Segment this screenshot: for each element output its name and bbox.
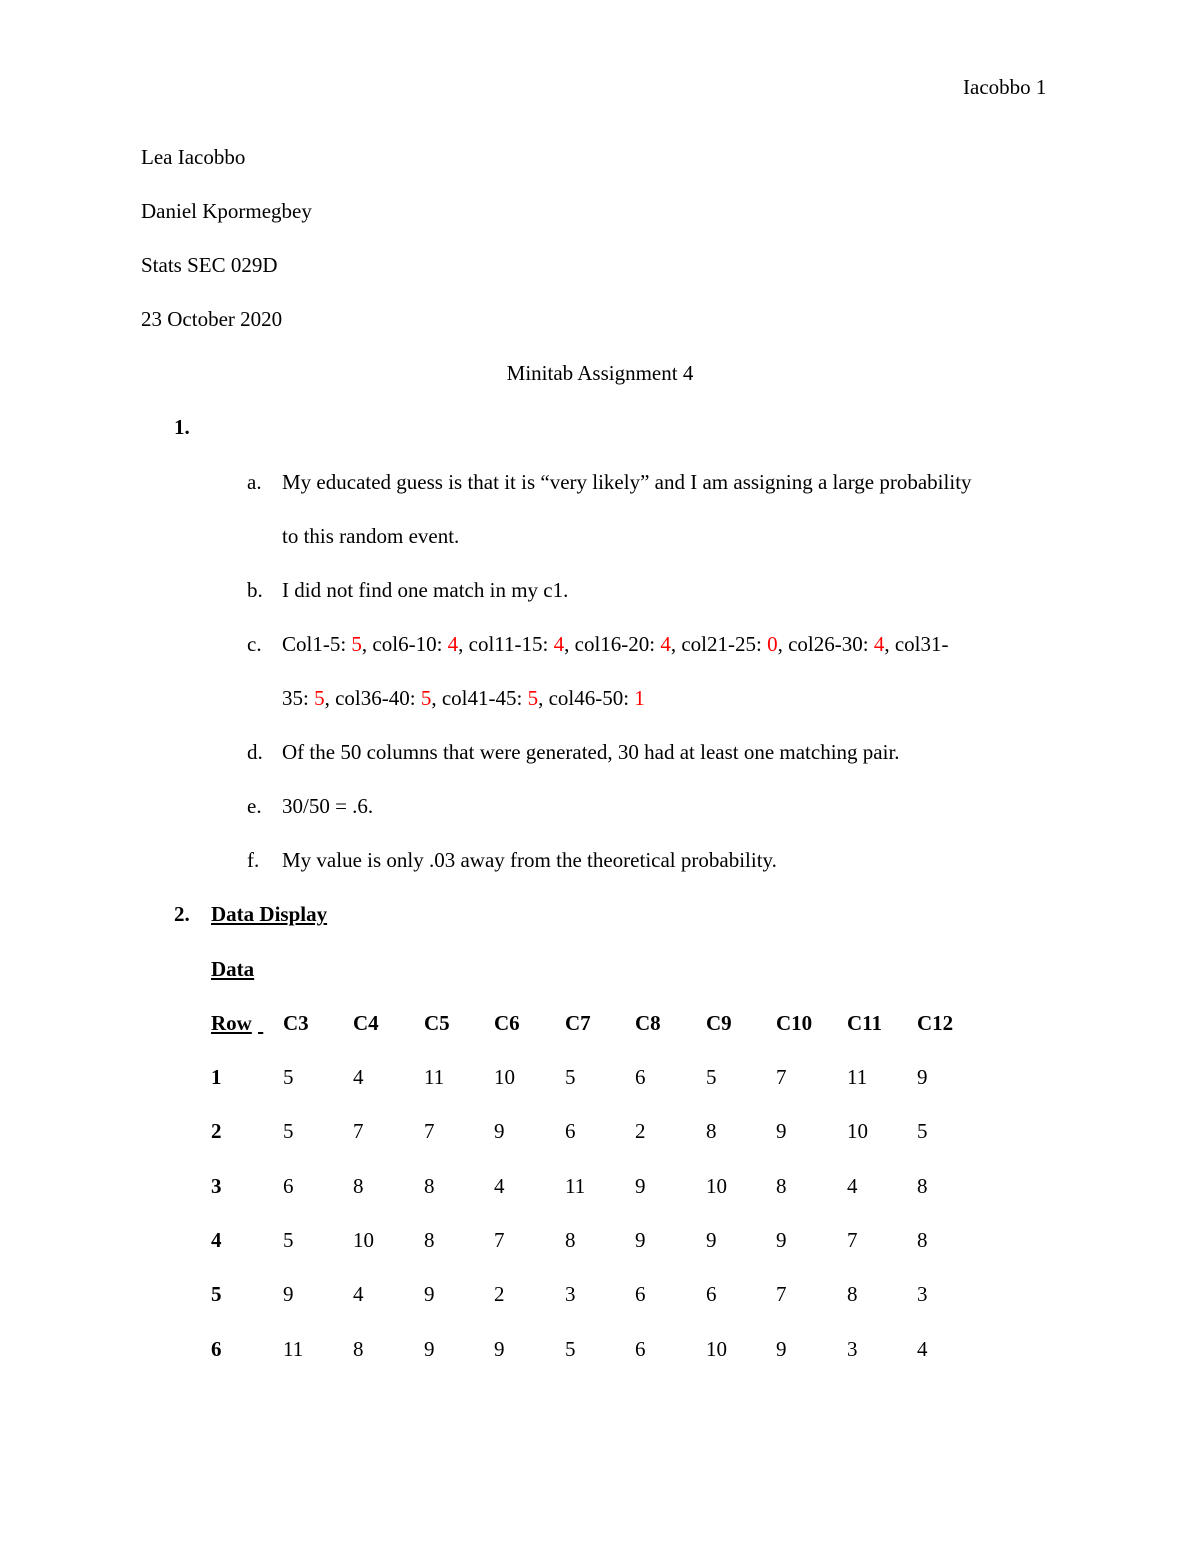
table-cell: 8 [917,1174,928,1198]
table-row-number: 3 [211,1174,222,1198]
table-header-c3: C3 [283,1011,309,1035]
table-cell: 9 [776,1119,787,1143]
table-cell: 5 [565,1065,576,1089]
c-group-label: Col1-5: [282,632,352,656]
table-cell: 9 [635,1228,646,1252]
c-group-count: 4 [553,632,565,656]
c-group-separator: , [324,686,336,710]
q1-a-marker: a. [247,470,262,494]
c-group-label: col6-10: [372,632,448,656]
table-cell: 4 [353,1065,364,1089]
document-date: 23 October 2020 [141,307,283,331]
table-cell: 8 [353,1337,364,1361]
q1-b-marker: b. [247,578,263,602]
table-cell: 9 [424,1337,435,1361]
table-cell: 5 [283,1065,294,1089]
c-group-separator: , [670,632,682,656]
c-group-label: 35: [282,686,315,710]
table-cell: 5 [917,1119,928,1143]
c-group-separator: , [884,632,895,656]
c-group-label: col16-20: [574,632,661,656]
c-group-label: col31- [894,632,949,656]
table-cell: 3 [847,1337,858,1361]
table-cell: 8 [917,1228,928,1252]
table-cell: 4 [917,1337,928,1361]
data-display-title: Data Display [211,902,328,926]
q1-a-line1: My educated guess is that it is “very likely” and I am assigning a large probability [282,470,972,494]
table-row-number: 4 [211,1228,222,1252]
q1-d-text: Of the 50 columns that were generated, 30 had at least one matching pair. [282,740,900,764]
c-group-count: 0 [767,632,778,656]
table-cell: 5 [283,1119,294,1143]
question-1-number: 1. [174,415,190,439]
table-cell: 2 [494,1282,505,1306]
table-cell: 10 [706,1337,727,1361]
table-cell: 9 [494,1119,505,1143]
c-group-label: col46-50: [548,686,635,710]
q1-a-line2: to this random event. [282,524,460,548]
table-cell: 6 [706,1282,717,1306]
c-group-label: col21-25: [681,632,768,656]
table-cell: 11 [565,1174,586,1198]
table-cell: 6 [635,1337,646,1361]
document-title: Minitab Assignment 4 [506,361,694,385]
table-cell: 9 [424,1282,435,1306]
table-header-row: Row [211,1011,252,1035]
q1-c-line2 [282,688,645,709]
q1-e-text: 30/50 = .6. [282,794,374,818]
table-row-number: 6 [211,1337,222,1361]
table-header-c9: C9 [706,1011,732,1035]
table-cell: 3 [917,1282,928,1306]
table-header-gap [258,1013,283,1034]
table-header-c6: C6 [494,1011,520,1035]
q1-f-marker: f. [247,848,260,872]
table-cell: 9 [283,1282,294,1306]
c-group-count: 5 [314,686,325,710]
c-group-count: 4 [873,632,885,656]
table-cell: 9 [776,1228,787,1252]
c-group-count: 4 [660,632,671,656]
table-cell: 7 [776,1065,787,1089]
c-group-count: 1 [634,686,645,710]
table-cell: 7 [424,1119,435,1143]
table-cell: 11 [424,1065,445,1089]
c-group-count: 4 [447,632,459,656]
data-subtitle: Data [211,957,255,981]
q1-d-marker: d. [247,740,263,764]
table-cell: 10 [847,1119,868,1143]
c-group-label: col11-15: [468,632,554,656]
table-cell: 6 [565,1119,576,1143]
course-name: Stats SEC 029D [141,253,278,277]
table-cell: 8 [847,1282,858,1306]
q1-e-marker: e. [247,794,262,818]
student-name: Lea Iacobbo [141,145,246,169]
table-header-c4: C4 [353,1011,379,1035]
table-cell: 7 [776,1282,787,1306]
table-cell: 9 [706,1228,717,1252]
table-cell: 8 [353,1174,364,1198]
question-2-number: 2. [174,902,190,926]
c-group-separator: , [458,632,469,656]
table-cell: 4 [847,1174,858,1198]
table-cell: 6 [635,1282,646,1306]
c-group-label: col26-30: [788,632,874,656]
table-cell: 5 [706,1065,717,1089]
table-cell: 4 [494,1174,505,1198]
table-cell: 8 [776,1174,787,1198]
c-group-separator: , [564,632,575,656]
table-cell: 9 [494,1337,505,1361]
table-cell: 2 [635,1119,646,1143]
table-cell: 6 [635,1065,646,1089]
table-cell: 9 [635,1174,646,1198]
table-cell: 9 [917,1065,928,1089]
q1-c-marker: c. [247,632,262,656]
q1-f-text: My value is only .03 away from the theoretical probability. [282,848,777,872]
running-header: Iacobbo 1 [963,75,1047,99]
c-group-count: 5 [351,632,362,656]
table-cell: 3 [565,1282,576,1306]
table-cell: 4 [353,1282,364,1306]
c-group-separator: , [538,686,549,710]
table-header-c10: C10 [776,1011,813,1035]
table-cell: 10 [494,1065,515,1089]
c-group-separator: , [777,632,789,656]
table-cell: 8 [424,1174,435,1198]
table-header-c7: C7 [565,1011,591,1035]
table-row-number: 1 [211,1065,222,1089]
table-cell: 8 [424,1228,435,1252]
table-row-number: 5 [211,1282,222,1306]
table-cell: 7 [494,1228,505,1252]
table-header-c8: C8 [635,1011,661,1035]
instructor-name: Daniel Kpormegbey [141,199,312,223]
table-cell: 5 [565,1337,576,1361]
table-header-c11: C11 [847,1011,883,1035]
table-cell: 8 [565,1228,576,1252]
table-cell: 10 [706,1174,727,1198]
table-cell: 6 [283,1174,294,1198]
table-cell: 11 [847,1065,868,1089]
q1-b-text: I did not find one match in my c1. [282,578,569,602]
table-cell: 10 [353,1228,374,1252]
c-group-separator: , [361,632,373,656]
table-cell: 5 [283,1228,294,1252]
table-cell: 9 [776,1337,787,1361]
q1-c-line1 [282,634,948,655]
table-cell: 7 [353,1119,364,1143]
table-header-c5: C5 [424,1011,450,1035]
c-group-separator: , [431,686,442,710]
c-group-count: 5 [420,686,432,710]
table-cell: 8 [706,1119,717,1143]
c-group-label: col41-45: [441,686,528,710]
c-group-label: col36-40: [335,686,421,710]
table-cell: 11 [283,1337,304,1361]
table-cell: 7 [847,1228,858,1252]
table-row-number: 2 [211,1119,222,1143]
c-group-count: 5 [527,686,539,710]
table-header-c12: C12 [917,1011,954,1035]
